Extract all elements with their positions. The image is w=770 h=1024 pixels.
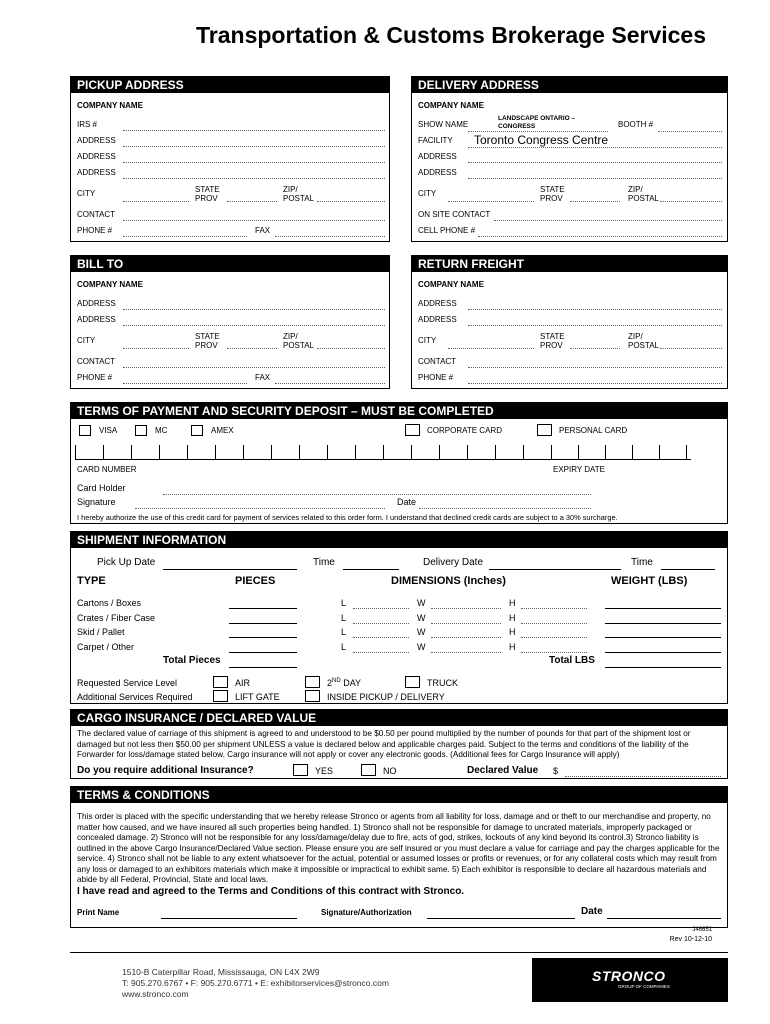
postal-label: POSTAL	[628, 341, 659, 350]
card-digit-divider	[467, 445, 468, 459]
state-label: STATE	[195, 185, 220, 194]
fax-field[interactable]	[275, 236, 385, 237]
insurance-section	[70, 709, 728, 779]
footer-divider	[70, 952, 728, 953]
city-label: CITY	[418, 189, 437, 198]
no-label: NO	[383, 766, 397, 776]
pickup-time-field[interactable]	[343, 569, 399, 570]
prov-label: PROV	[540, 194, 563, 203]
city-label: CITY	[418, 336, 437, 345]
prov-label: PROV	[195, 194, 218, 203]
address-field-1[interactable]	[123, 309, 385, 310]
address-field-3[interactable]	[123, 178, 385, 179]
section-header: SHIPMENT INFORMATION	[71, 532, 727, 548]
city-field[interactable]	[123, 201, 189, 202]
card-digit-divider	[159, 445, 160, 459]
pickup-date-field[interactable]	[163, 569, 297, 570]
inside-pickup-label: INSIDE PICKUP / DELIVERY	[327, 692, 445, 702]
zip-label: ZIP/	[628, 332, 643, 341]
additional-services-label: Additional Services Required	[77, 692, 193, 702]
date-label: Date	[397, 497, 417, 507]
bill-to-section	[70, 255, 390, 389]
expiry-date-label: EXPIRY DATE	[553, 465, 606, 474]
truck-checkbox[interactable]	[405, 676, 420, 688]
air-label: AIR	[235, 678, 251, 688]
total-pieces-field[interactable]	[229, 667, 297, 668]
second-day-checkbox[interactable]	[305, 676, 320, 688]
logo-text: STRONCO	[592, 968, 666, 984]
show-name-value-2: CONGRESS	[498, 123, 536, 130]
card-digit-divider	[495, 445, 496, 459]
lift-gate-label: LIFT GATE	[235, 692, 280, 702]
facility-value: Toronto Congress Centre	[474, 133, 609, 147]
zip-field[interactable]	[660, 348, 722, 349]
height-label: H	[509, 612, 516, 623]
dimensions-heading: DIMENSIONS (Inches)	[391, 575, 506, 587]
company-name-label: COMPANY NAME	[77, 280, 143, 289]
length-field[interactable]	[353, 623, 409, 624]
address-field-2[interactable]	[123, 325, 385, 326]
show-name-field[interactable]	[468, 131, 608, 132]
section-header: DELIVERY ADDRESS	[412, 77, 727, 93]
second-day-label: 2ND DAY	[327, 678, 362, 688]
card-holder-label: Card Holder	[77, 483, 126, 493]
zip-label: ZIP/	[628, 185, 643, 194]
prov-label: PROV	[540, 341, 563, 350]
state-label: STATE	[195, 332, 220, 341]
city-field[interactable]	[448, 348, 534, 349]
personal-card-checkbox[interactable]	[537, 424, 552, 436]
state-field[interactable]	[570, 201, 620, 202]
zip-field[interactable]	[660, 201, 722, 202]
height-field[interactable]	[521, 652, 587, 653]
irs-field[interactable]	[123, 130, 385, 131]
zip-label: ZIP/	[283, 185, 298, 194]
city-label: CITY	[77, 189, 96, 198]
address-field-2[interactable]	[468, 178, 722, 179]
width-label: W	[417, 627, 426, 637]
signature-field[interactable]	[427, 918, 575, 919]
date-label: Date	[581, 906, 603, 917]
expiry-digit-divider	[659, 445, 660, 459]
zip-label: ZIP/	[283, 332, 298, 341]
section-header: TERMS OF PAYMENT AND SECURITY DEPOSIT – MUST BE COMPLETED	[71, 403, 727, 419]
insurance-yes-checkbox[interactable]	[293, 764, 308, 776]
type-heading: TYPE	[77, 575, 106, 587]
length-field[interactable]	[353, 637, 409, 638]
insurance-no-checkbox[interactable]	[361, 764, 376, 776]
time-label-2: Time	[631, 557, 653, 568]
phone-label: PHONE #	[77, 373, 113, 382]
height-label: H	[509, 598, 516, 608]
date-field[interactable]	[607, 918, 721, 919]
fax-field[interactable]	[275, 383, 385, 384]
facility-label: FACILITY	[418, 136, 453, 145]
delivery-address-section	[411, 76, 728, 242]
shipment-type-label: Cartons / Boxes	[77, 598, 142, 608]
company-contact: T: 905.270.6767 • F: 905.270.6771 • E: exhibitorservices@stronco.com	[122, 978, 389, 988]
expiry-digit-divider	[551, 445, 552, 459]
corporate-card-checkbox[interactable]	[405, 424, 420, 436]
shipment-type-label: Carpet / Other	[77, 641, 135, 652]
length-field[interactable]	[353, 608, 409, 609]
postal-label: POSTAL	[283, 194, 314, 203]
visa-label: VISA	[99, 426, 118, 435]
length-field[interactable]	[353, 652, 409, 653]
phone-label: PHONE #	[418, 373, 454, 382]
city-label: CITY	[77, 336, 96, 345]
corporate-card-label: CORPORATE CARD	[427, 426, 502, 435]
state-field[interactable]	[570, 348, 620, 349]
card-digit-divider	[187, 445, 188, 459]
length-label: L	[341, 612, 347, 623]
fax-label: FAX	[255, 373, 271, 382]
height-field[interactable]	[521, 637, 587, 638]
booth-label: BOOTH #	[618, 120, 654, 129]
expiry-digit-divider	[578, 445, 579, 459]
weight-heading: WEIGHT (LBS)	[611, 575, 688, 587]
address-label: ADDRESS	[418, 152, 457, 161]
address-label: ADDRESS	[418, 315, 457, 324]
length-label: L	[341, 627, 347, 637]
agreement-text: I have read and agreed to the Terms and Conditions of this contract with Stronco.	[77, 886, 465, 897]
company-name-label: COMPANY NAME	[418, 280, 484, 289]
pieces-field[interactable]	[229, 637, 297, 638]
mc-label: MC	[155, 426, 168, 435]
address-field-2[interactable]	[468, 325, 722, 326]
shipment-section	[70, 531, 728, 704]
card-digit-divider	[523, 445, 524, 459]
card-digit-divider	[75, 445, 76, 459]
facility-field[interactable]	[468, 147, 722, 148]
personal-card-label: PERSONAL CARD	[559, 426, 628, 435]
pieces-field[interactable]	[229, 623, 297, 624]
width-field[interactable]	[431, 623, 501, 624]
address-label: ADDRESS	[418, 299, 457, 308]
terms-section	[70, 786, 728, 928]
contact-label: CONTACT	[77, 357, 116, 366]
print-name-field[interactable]	[161, 918, 297, 919]
weight-field[interactable]	[605, 623, 721, 624]
dollar-sign: $	[553, 766, 559, 776]
card-digit-divider	[439, 445, 440, 459]
delivery-time-field[interactable]	[661, 569, 715, 570]
postal-label: POSTAL	[628, 194, 659, 203]
weight-field[interactable]	[605, 608, 721, 609]
mc-checkbox[interactable]	[135, 425, 147, 436]
state-field[interactable]	[227, 201, 277, 202]
booth-field[interactable]	[658, 131, 722, 132]
phone-field[interactable]	[468, 383, 722, 384]
contact-field[interactable]	[123, 220, 385, 221]
section-header: PICKUP ADDRESS	[71, 77, 389, 93]
length-label: L	[341, 598, 347, 608]
width-field[interactable]	[431, 637, 501, 638]
authorization-text: I hereby authorize the use of this credit card for payment of services related to this order form. I understand that declined credit cards are subject to a 30% surcharge.	[77, 513, 618, 522]
section-header: TERMS & CONDITIONS	[71, 787, 727, 803]
address-label: ADDRESS	[418, 168, 457, 177]
card-digit-divider	[299, 445, 300, 459]
length-label: L	[341, 641, 347, 652]
return-freight-section	[411, 255, 728, 389]
total-lbs-field[interactable]	[605, 667, 721, 668]
pickup-address-section	[70, 76, 390, 242]
pieces-field[interactable]	[229, 608, 297, 609]
weight-field[interactable]	[605, 652, 721, 653]
irs-label: IRS #	[77, 120, 98, 129]
city-field[interactable]	[123, 348, 189, 349]
pieces-field[interactable]	[229, 652, 297, 653]
contact-label: CONTACT	[418, 357, 457, 366]
service-level-label: Requested Service Level	[77, 678, 178, 688]
time-label: Time	[313, 557, 335, 568]
company-website[interactable]: www.stronco.com	[122, 989, 189, 999]
state-field[interactable]	[227, 348, 277, 349]
page-title: Transportation & Customs Brokerage Services	[196, 22, 706, 48]
address-field-1[interactable]	[123, 146, 385, 147]
delivery-date-field[interactable]	[489, 569, 621, 570]
print-name-label: Print Name	[77, 908, 120, 917]
amex-label: AMEX	[211, 426, 234, 435]
address-field-1[interactable]	[468, 162, 722, 163]
shipment-type-label: Crates / Fiber Case	[77, 612, 156, 623]
truck-label: TRUCK	[427, 678, 458, 688]
logo-tagline: GROUP OF COMPANIES	[618, 984, 670, 989]
phone-field[interactable]	[123, 236, 247, 237]
address-label: ADDRESS	[77, 136, 116, 145]
cell-phone-field[interactable]	[478, 236, 722, 237]
expiry-digit-divider	[686, 445, 687, 459]
phone-field[interactable]	[123, 383, 247, 384]
card-digit-divider	[103, 445, 104, 459]
card-digit-divider	[355, 445, 356, 459]
state-label: STATE	[540, 185, 565, 194]
card-number-input[interactable]	[75, 443, 551, 460]
city-field[interactable]	[448, 201, 534, 202]
section-header: BILL TO	[71, 256, 389, 272]
pickup-date-label: Pick Up Date	[97, 557, 156, 568]
card-digit-divider	[131, 445, 132, 459]
section-header: CARGO INSURANCE / DECLARED VALUE	[71, 710, 727, 726]
show-name-label: SHOW NAME	[418, 120, 469, 129]
width-field[interactable]	[431, 652, 501, 653]
card-digit-divider	[327, 445, 328, 459]
address-label: ADDRESS	[77, 152, 116, 161]
onsite-contact-label: ON SITE CONTACT	[418, 210, 491, 219]
card-digit-divider	[243, 445, 244, 459]
signature-label: Signature	[77, 497, 116, 507]
card-digit-divider	[271, 445, 272, 459]
contact-label: CONTACT	[77, 210, 116, 219]
card-holder-field[interactable]	[163, 494, 591, 495]
date-field[interactable]	[419, 508, 591, 509]
zip-field[interactable]	[317, 201, 385, 202]
company-address: 1510-B Caterpillar Road, Mississauga, ON L4X 2W9	[122, 967, 320, 977]
revision: Rev 10-12-10	[669, 936, 712, 943]
postal-label: POSTAL	[283, 341, 314, 350]
declared-value-field[interactable]	[565, 776, 721, 777]
shipment-type-label: Skid / Pallet	[77, 627, 125, 637]
address-field-2[interactable]	[123, 162, 385, 163]
stronco-logo	[532, 958, 728, 1002]
height-label: H	[509, 641, 516, 652]
form-code: J46651	[692, 927, 712, 933]
contact-field[interactable]	[123, 367, 385, 368]
expiry-digit-divider	[605, 445, 606, 459]
state-label: STATE	[540, 332, 565, 341]
width-field[interactable]	[431, 608, 501, 609]
delivery-date-label: Delivery Date	[423, 557, 484, 568]
expiry-digit-divider	[632, 445, 633, 459]
zip-field[interactable]	[317, 348, 385, 349]
signature-field[interactable]	[135, 508, 385, 509]
address-label: ADDRESS	[77, 299, 116, 308]
contact-field[interactable]	[468, 367, 722, 368]
signature-authorization-label: Signature/Authorization	[321, 908, 412, 917]
total-pieces-label: Total Pieces	[163, 655, 221, 666]
height-label: H	[509, 627, 516, 637]
onsite-contact-field[interactable]	[494, 220, 722, 221]
width-label: W	[417, 612, 426, 623]
air-checkbox[interactable]	[213, 676, 228, 688]
prov-label: PROV	[195, 341, 218, 350]
fax-label: FAX	[255, 226, 271, 235]
address-label: ADDRESS	[77, 168, 116, 177]
company-name-label: COMPANY NAME	[418, 101, 484, 110]
yes-label: YES	[315, 766, 334, 776]
card-digit-divider	[411, 445, 412, 459]
declared-value-label: Declared Value	[467, 765, 539, 776]
weight-field[interactable]	[605, 637, 721, 638]
width-label: W	[417, 598, 426, 608]
card-digit-divider	[383, 445, 384, 459]
show-name-value: LANDSCAPE ONTARIO –	[498, 115, 576, 122]
company-name-label: COMPANY NAME	[77, 101, 143, 110]
pieces-heading: PIECES	[235, 575, 276, 587]
card-number-label: CARD NUMBER	[77, 465, 137, 474]
insurance-question: Do you require additional Insurance?	[77, 765, 254, 776]
insurance-text: The declared value of carriage of this shipment is agreed to and understood to be $0.50 per pound multiplied by the number of pounds for that part of the shipment lost or damaged but not less then $50.00 per shipment UNLESS a value is declared below and applicable charges paid. Subject to the terms and conditions of the liability of the Forwarder for loss/damage stated below. Cargo insurance will not apply or cover any electronic goods. (Additional fees for Cargo Insurance will apply)	[77, 729, 691, 759]
terms-text: This order is placed with the specific understanding that we hereby release Stronco or agents from all liability for loss, damage and or theft to our merchandise and property, no matter how caused, and we have insured all such properties being handled. 1) Stronco shall not be responsible for damage to uncrated materials, improperly packaged or concealed damage. 2) Stronco will not be responsible for any loss/damage/delay due to fire, acts of god, strikes, lockouts of any kind beyond its control.3) Stronco liability is outlined in the above Cargo Insurance/Declared Value section. Please ensure you are self insured or you must declare a value for carriage and pay the charges applicable for the service. 4) Stronco shall not be liable to any extent whatsoever for the actual, potential or assumed losses or profits or revenues, or for any collateral costs which may result from any loss or damaged to an exhibitors materials which make it impossible or impractical to exhibit same. 5) Each exhibitor is responsible to declare all hazardous materials and abide by all Federal, Provincial, State and local laws.	[77, 812, 720, 884]
address-field-1[interactable]	[468, 309, 722, 310]
expiry-date-input[interactable]	[551, 443, 691, 460]
height-field[interactable]	[521, 623, 587, 624]
cell-phone-label: CELL PHONE #	[418, 226, 476, 235]
address-label: ADDRESS	[77, 315, 116, 324]
section-header: RETURN FREIGHT	[412, 256, 727, 272]
inside-pickup-checkbox[interactable]	[305, 690, 320, 702]
width-label: W	[417, 641, 426, 652]
phone-label: PHONE #	[77, 226, 113, 235]
visa-checkbox[interactable]	[79, 425, 91, 436]
total-lbs-label: Total LBS	[549, 655, 595, 666]
card-digit-divider	[215, 445, 216, 459]
amex-checkbox[interactable]	[191, 425, 203, 436]
height-field[interactable]	[521, 608, 587, 609]
payment-section	[70, 402, 728, 524]
lift-gate-checkbox[interactable]	[213, 690, 228, 702]
